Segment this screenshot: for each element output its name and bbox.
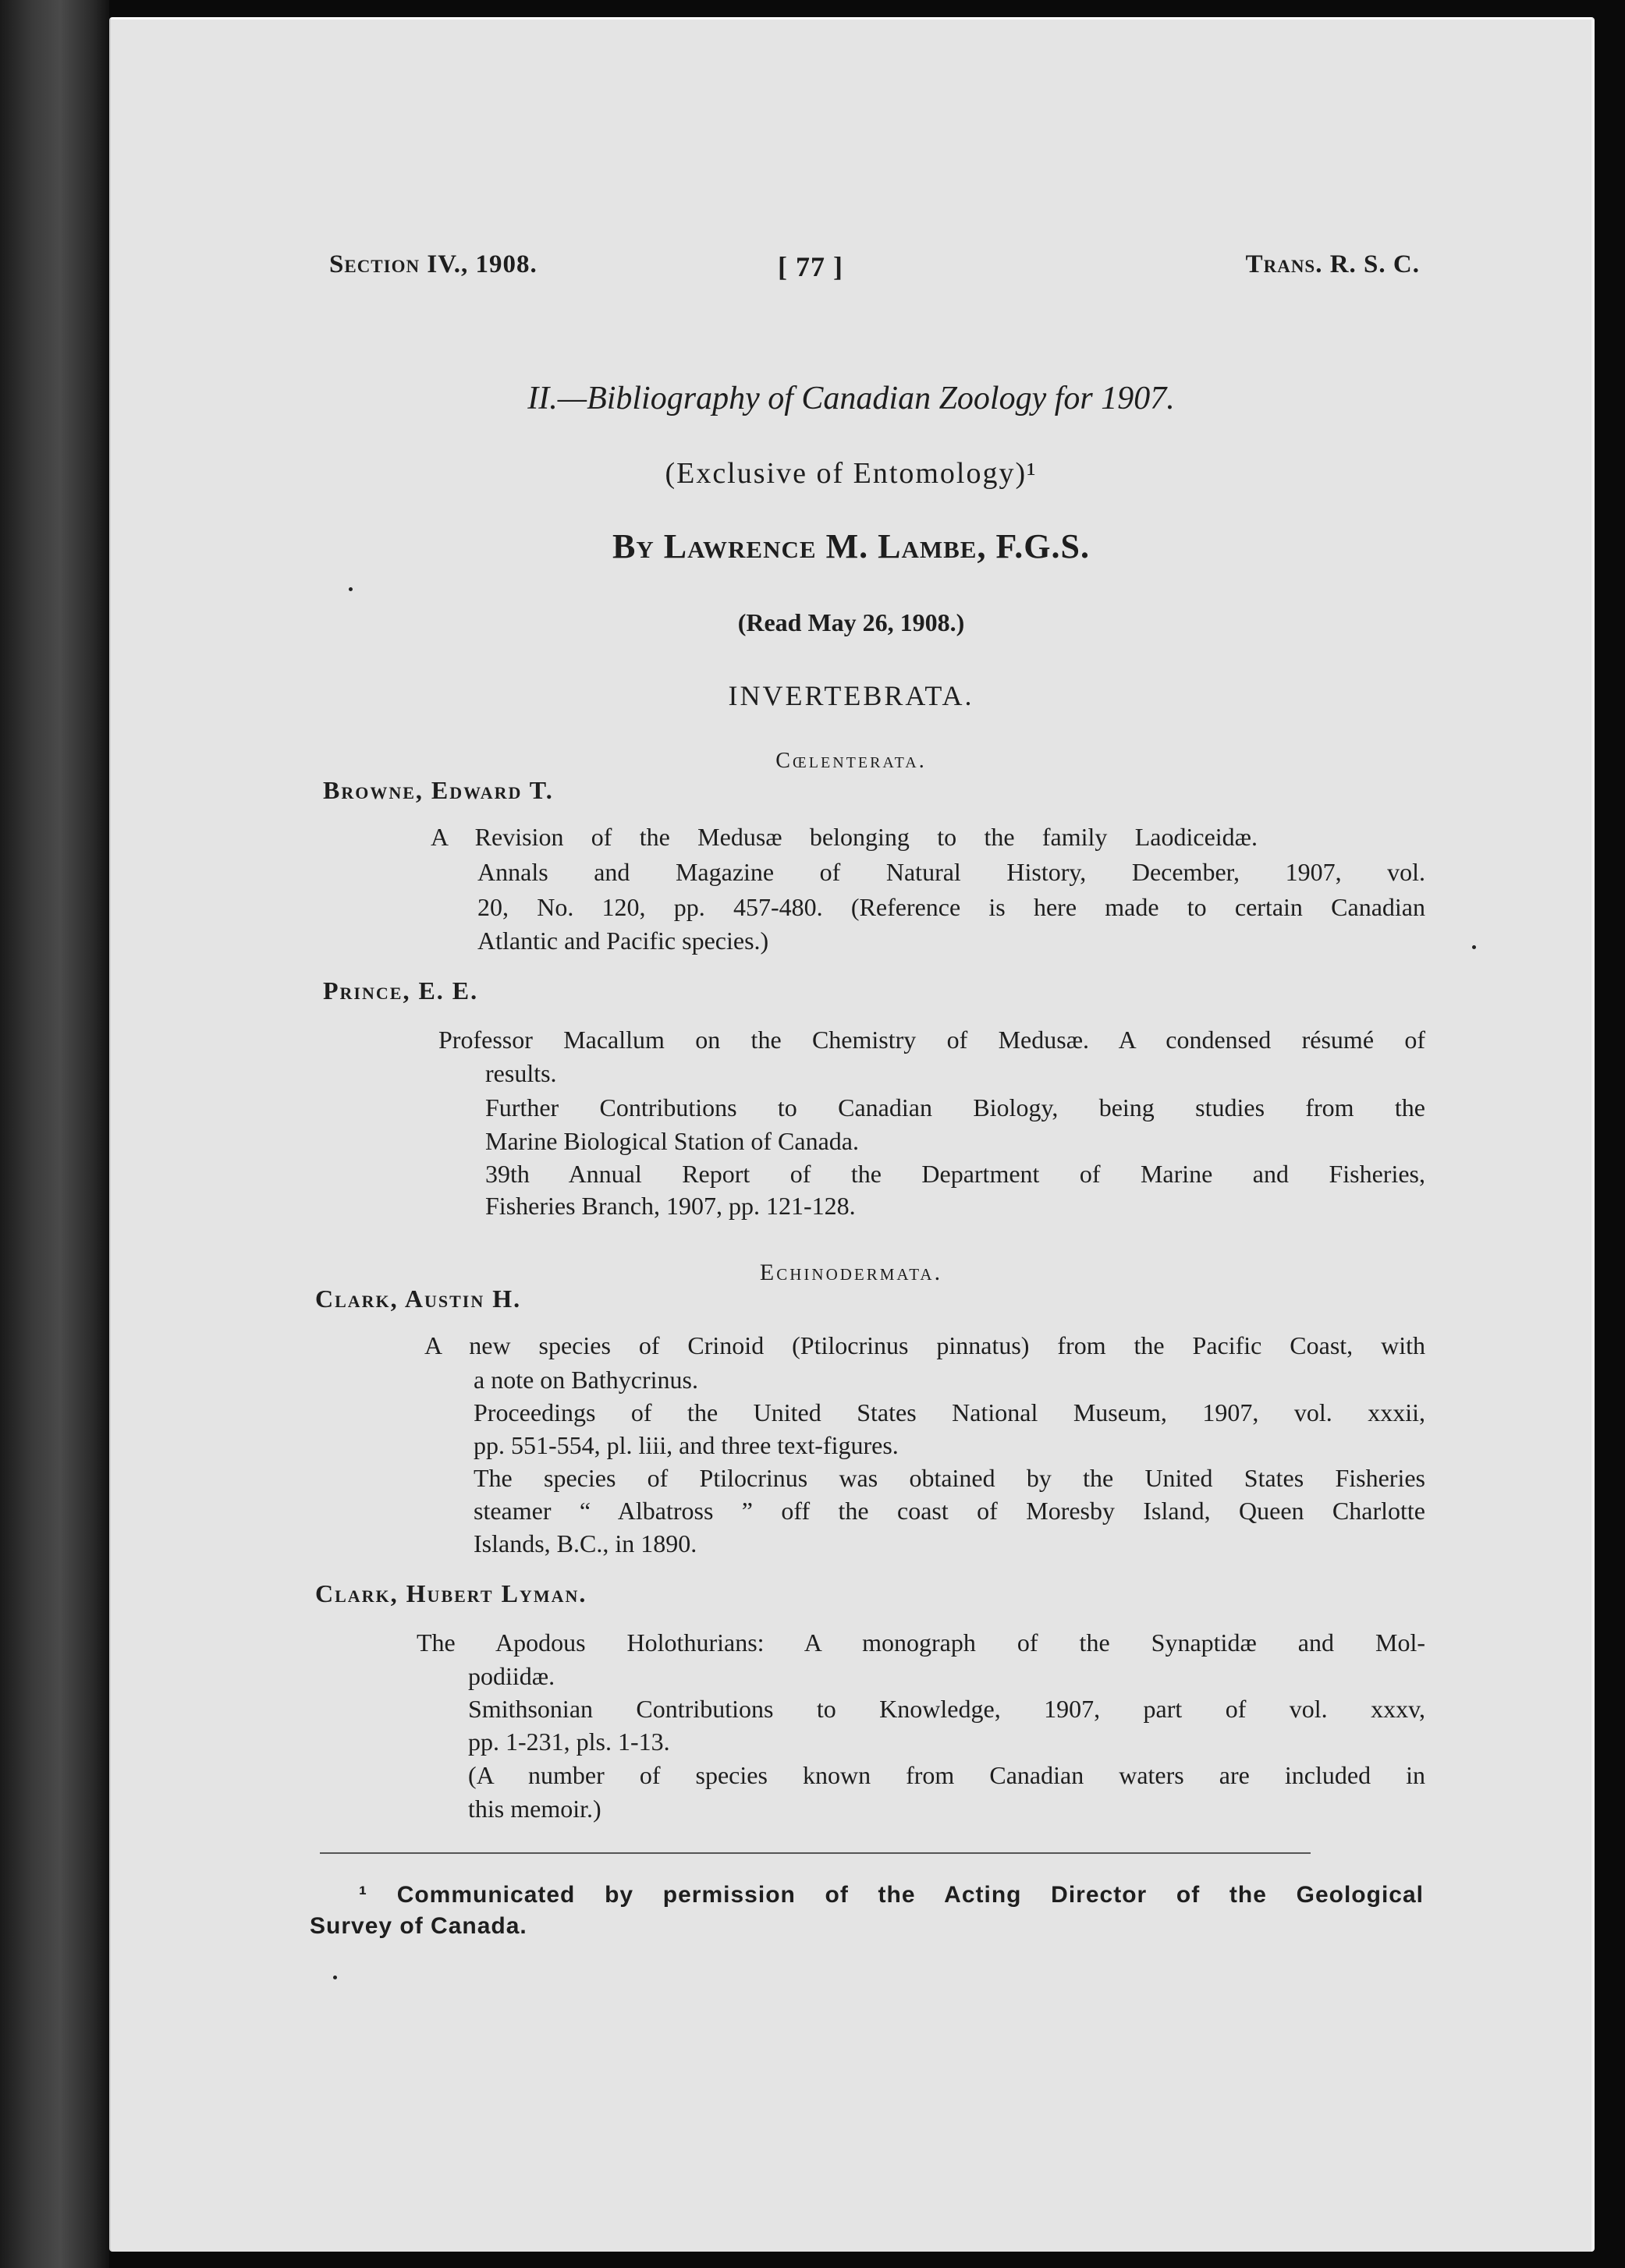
entry-line: a note on Bathycrinus. — [474, 1366, 698, 1394]
footnote-rule — [320, 1852, 1311, 1854]
section-heading-coelenterata: Cœlenterata. — [775, 749, 927, 773]
entry-line: pp. 551-554, pl. liii, and three text-figures. — [474, 1431, 899, 1459]
book-binding — [0, 0, 109, 2268]
entry-line: Islands, B.C., in 1890. — [474, 1529, 697, 1557]
entry-line: Further Contributions to Canadian Biology, being studies from the — [485, 1093, 1425, 1122]
entry-line: steamer “ Albatross ” off the coast of Moresby Island, Queen Charlotte — [474, 1497, 1425, 1525]
entry-line: A Revision of the Medusæ belonging to the family Laodiceidæ. — [431, 823, 1258, 851]
entry-line: Atlantic and Pacific species.) — [477, 927, 769, 955]
running-header-section: Section IV., 1908. — [329, 250, 538, 278]
entry-line: podiidæ. — [468, 1662, 555, 1690]
section-heading-echinodermata: Echinodermata. — [759, 1260, 943, 1285]
entry-line: 39th Annual Report of the Department of Marine and Fisheries, — [485, 1160, 1425, 1188]
entry-line: results. — [485, 1059, 557, 1087]
footnote-line: ¹ Communicated by permission of the Acting Director of the Geological — [359, 1882, 1424, 1908]
division-heading: INVERTEBRATA. — [728, 680, 974, 711]
entry-author-clark-austin: Clark, Austin H. — [315, 1285, 522, 1313]
entry-line: Proceedings of the United States National Museum, 1907, vol. xxxii, — [474, 1398, 1425, 1426]
entry-line: Annals and Magazine of Natural History, December, 1907, vol. — [477, 858, 1425, 886]
read-date: (Read May 26, 1908.) — [737, 608, 965, 636]
entry-line: The species of Ptilocrinus was obtained by the United States Fisheries — [474, 1464, 1425, 1492]
entry-line: this memoir.) — [468, 1795, 601, 1823]
entry-author-browne: Browne, Edward T. — [323, 776, 554, 804]
paper-speck — [1472, 945, 1476, 949]
entry-line: 20, No. 120, pp. 457-480. (Reference is here made to certain Canadian — [477, 893, 1425, 921]
page-number: [ 77 ] — [778, 251, 843, 282]
entry-line: Professor Macallum on the Chemistry of Medusæ. A condensed résumé of — [438, 1026, 1425, 1054]
entry-line: Smithsonian Contributions to Knowledge, 1907, part of vol. xxxv, — [468, 1695, 1425, 1723]
article-subtitle: (Exclusive of Entomology)¹ — [665, 457, 1038, 490]
document-page — [109, 17, 1595, 2252]
entry-line: Marine Biological Station of Canada. — [485, 1127, 859, 1155]
article-title: II.—Bibliography of Canadian Zoology for 1907. — [527, 381, 1175, 416]
entry-line: A new species of Crinoid (Ptilocrinus pinnatus) from the Pacific Coast, with — [424, 1331, 1425, 1359]
paper-speck — [333, 1976, 337, 1979]
entry-line: Fisheries Branch, 1907, pp. 121-128. — [485, 1192, 856, 1220]
entry-line: pp. 1-231, pls. 1-13. — [468, 1728, 670, 1756]
entry-author-clark-hubert: Clark, Hubert Lyman. — [315, 1579, 587, 1607]
entry-line: (A number of species known from Canadian waters are included in — [468, 1761, 1425, 1789]
entry-line: The Apodous Holothurians: A monograph of the Synaptidæ and Mol- — [417, 1628, 1425, 1657]
article-byline: By Lawrence M. Lambe, F.G.S. — [612, 527, 1090, 565]
footnote-line: Survey of Canada. — [310, 1913, 527, 1939]
paper-speck — [349, 587, 353, 591]
entry-author-prince: Prince, E. E. — [323, 976, 479, 1005]
running-header-journal: Trans. R. S. C. — [1245, 250, 1420, 278]
